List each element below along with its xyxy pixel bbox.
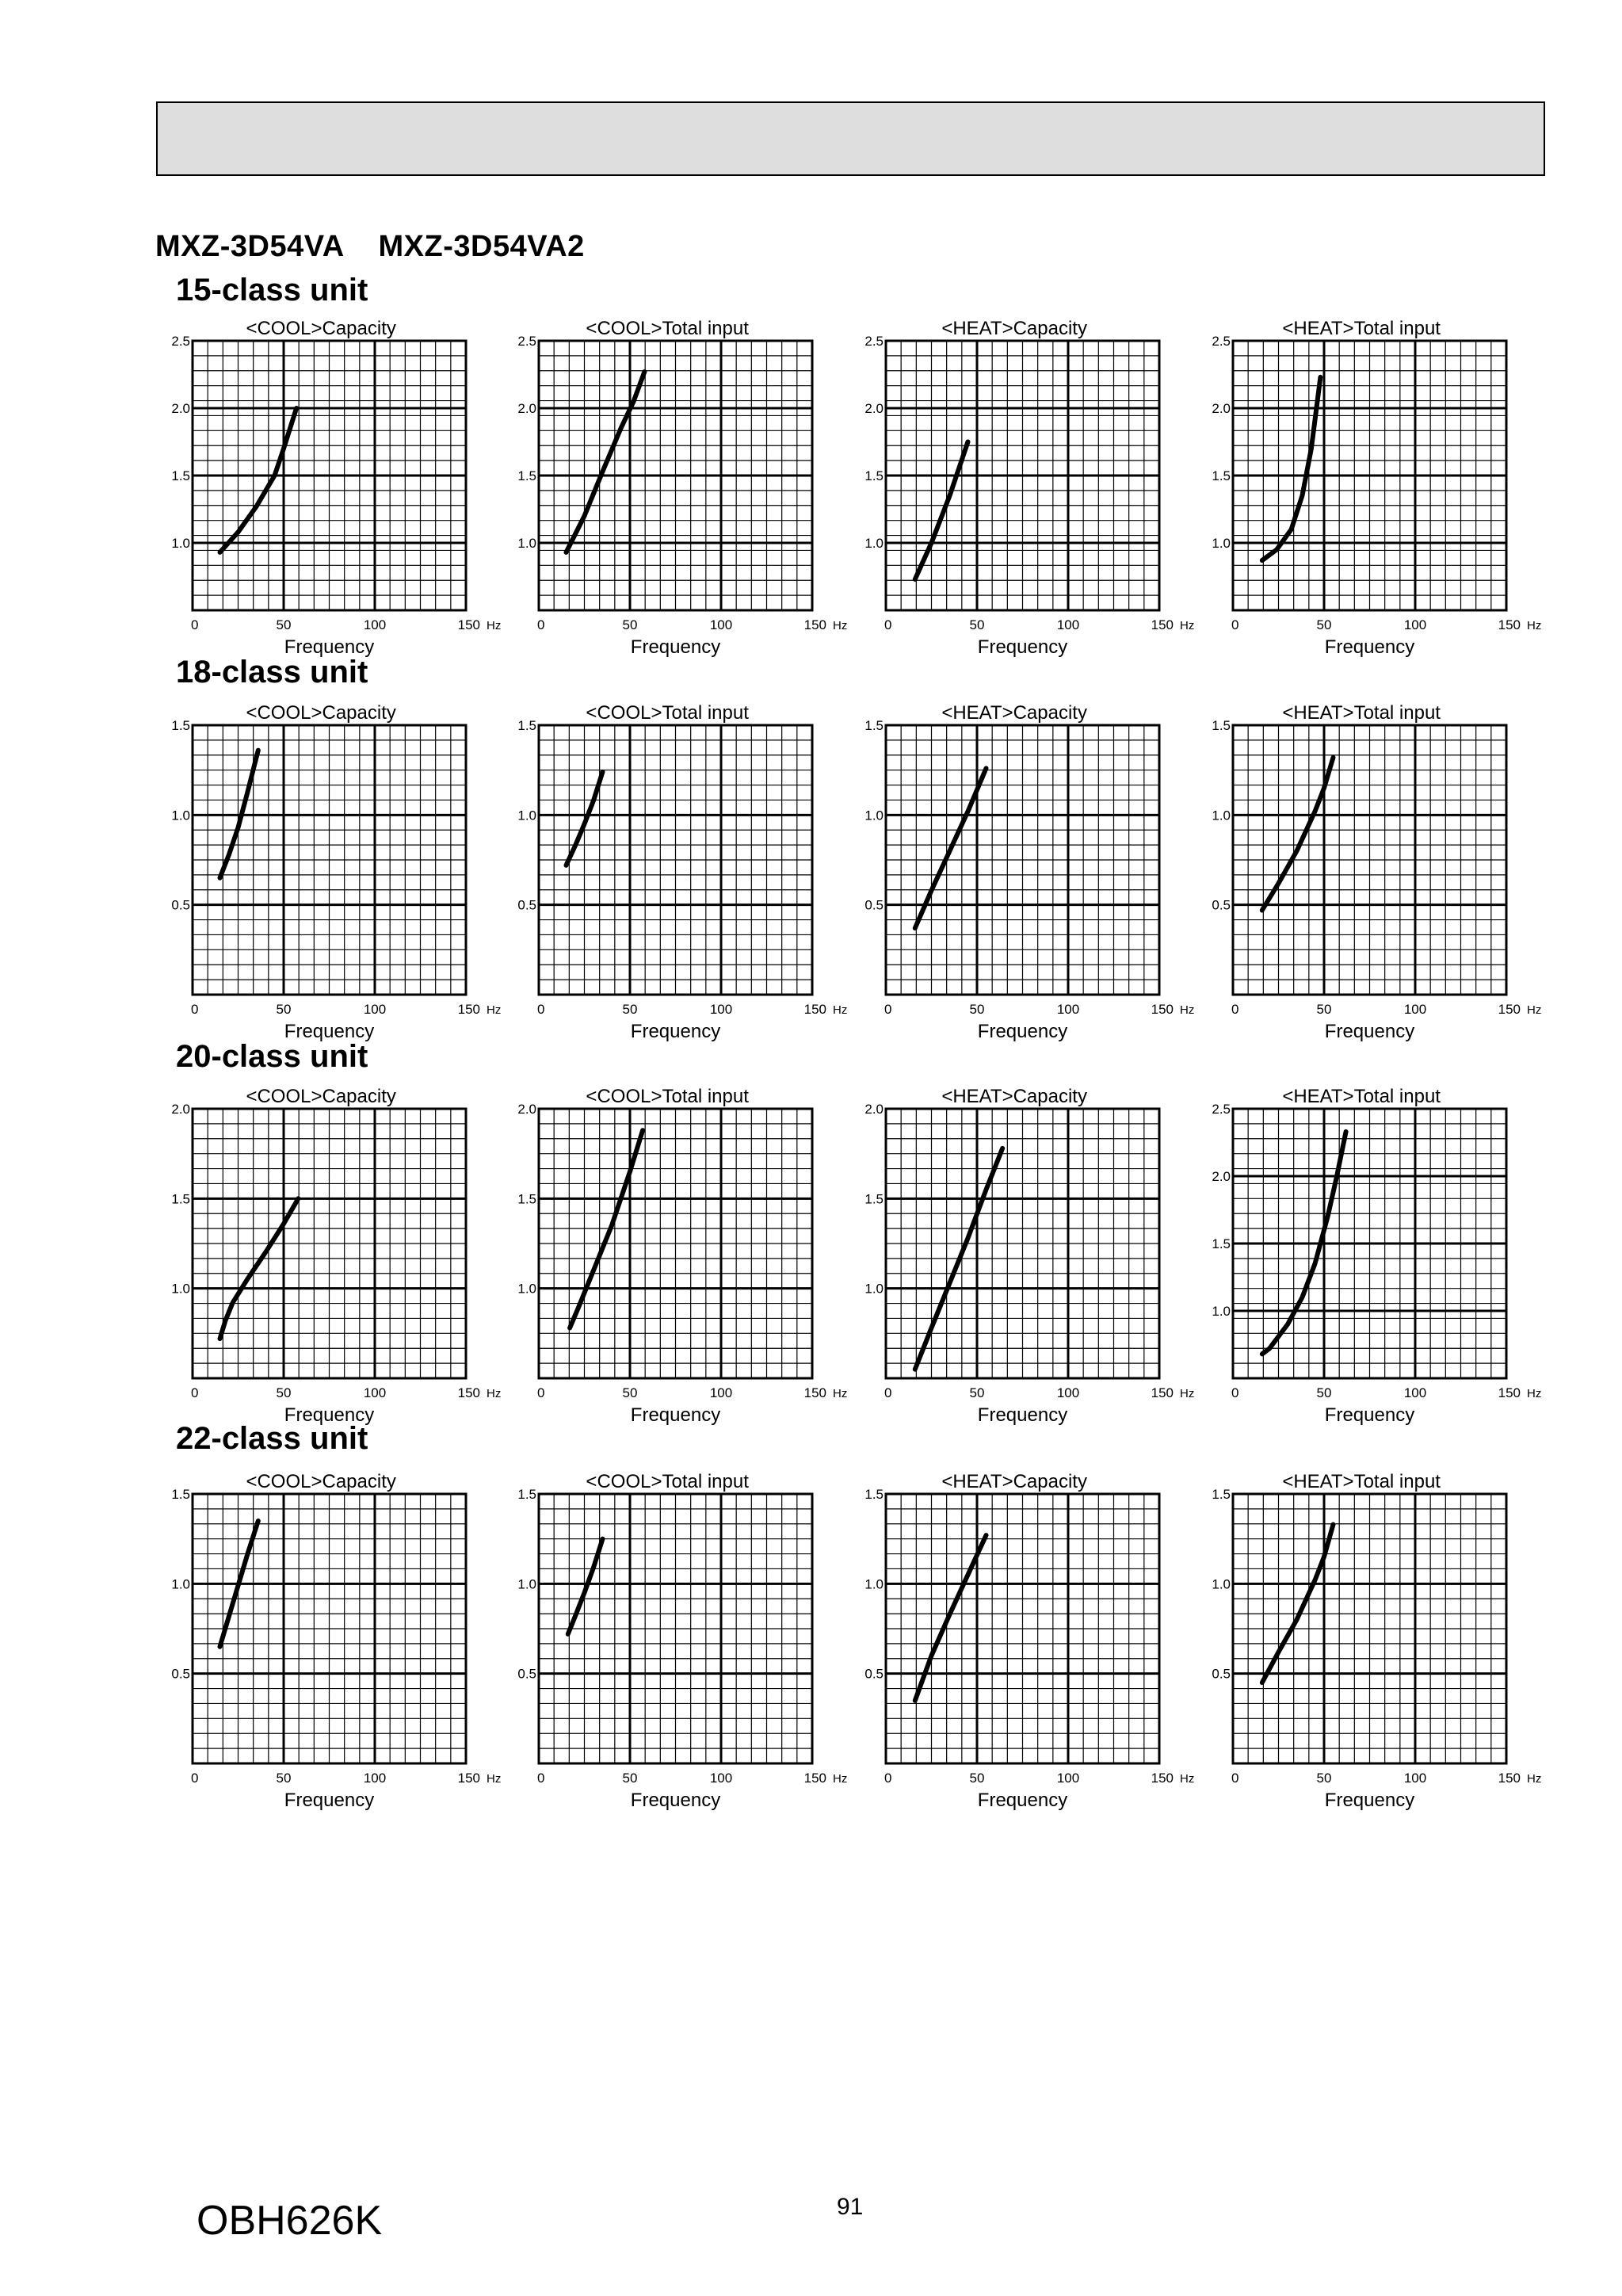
x-axis-label: Frequency xyxy=(284,636,375,658)
chart-title: <COOL>Total input xyxy=(586,1086,749,1107)
x-tick-label: 50 xyxy=(622,1002,638,1017)
x-tick-label: 50 xyxy=(276,1771,292,1786)
x-tick-label: 100 xyxy=(1403,1771,1427,1786)
y-tick-label: 1.5 xyxy=(517,1191,536,1207)
x-tick-label: 50 xyxy=(622,1771,638,1786)
x-tick-label: 150 xyxy=(1498,1385,1521,1400)
x-tick-label: 100 xyxy=(1056,1002,1080,1017)
y-tick-label: 1.5 xyxy=(864,718,884,733)
y-tick-label: 1.5 xyxy=(517,718,536,733)
y-tick-label: 1.5 xyxy=(1212,718,1231,733)
x-tick-label: 150 xyxy=(457,617,480,632)
series-line xyxy=(915,1535,987,1701)
chart-13 xyxy=(171,1471,501,1811)
y-tick-label: 1.5 xyxy=(864,1191,884,1207)
y-tick-label: 2.0 xyxy=(171,1102,190,1117)
y-tick-label: 2.5 xyxy=(171,334,190,349)
x-tick-label: 150 xyxy=(457,1385,480,1400)
x-tick-label: 150 xyxy=(803,1002,826,1017)
x-tick-label: 100 xyxy=(363,1385,387,1400)
x-unit-label: Hz xyxy=(1180,1387,1195,1400)
x-tick-label: 100 xyxy=(709,1002,733,1017)
y-tick-label: 1.0 xyxy=(864,1281,884,1297)
y-tick-label: 0.5 xyxy=(171,897,190,913)
y-tick-label: 2.0 xyxy=(1212,1169,1231,1184)
x-tick-label: 150 xyxy=(1151,1771,1174,1786)
chart-title: <HEAT>Total input xyxy=(1282,1471,1441,1492)
x-unit-label: Hz xyxy=(487,1387,502,1400)
x-tick-label: 150 xyxy=(1498,1771,1521,1786)
x-tick-label: 50 xyxy=(276,1385,292,1400)
chart-title: <HEAT>Capacity xyxy=(941,1471,1087,1492)
x-unit-label: Hz xyxy=(833,619,848,632)
y-tick-label: 1.0 xyxy=(1212,1576,1231,1592)
chart-15 xyxy=(864,1471,1194,1811)
series-line xyxy=(567,372,645,552)
x-unit-label: Hz xyxy=(487,1772,502,1786)
y-tick-label: 1.0 xyxy=(171,1281,190,1297)
x-axis-label: Frequency xyxy=(630,1790,721,1811)
chart-title: <COOL>Capacity xyxy=(246,318,396,339)
x-tick-label: 50 xyxy=(1316,1771,1332,1786)
chart-8 xyxy=(1212,702,1541,1042)
x-tick-label: 100 xyxy=(1056,1771,1080,1786)
x-tick-label: 0 xyxy=(884,1385,892,1400)
x-axis-label: Frequency xyxy=(977,1404,1068,1426)
y-tick-label: 1.0 xyxy=(517,536,536,551)
y-tick-label: 2.0 xyxy=(1212,401,1231,416)
x-unit-label: Hz xyxy=(1527,1387,1542,1400)
x-tick-label: 150 xyxy=(803,1771,826,1786)
y-tick-label: 1.0 xyxy=(517,1281,536,1297)
series-line xyxy=(220,1198,299,1339)
x-tick-label: 50 xyxy=(622,1385,638,1400)
y-tick-label: 0.5 xyxy=(171,1666,190,1682)
section-title-22-class: 22-class unit xyxy=(176,1421,368,1456)
x-axis-label: Frequency xyxy=(284,1021,375,1042)
chart-9 xyxy=(171,1086,501,1426)
x-unit-label: Hz xyxy=(833,1772,848,1786)
page-number: 91 xyxy=(837,2194,864,2220)
x-tick-label: 50 xyxy=(1316,1002,1332,1017)
x-axis-label: Frequency xyxy=(1324,1790,1415,1811)
x-unit-label: Hz xyxy=(833,1003,848,1017)
chart-title: <COOL>Capacity xyxy=(246,1471,396,1492)
chart-title: <HEAT>Capacity xyxy=(941,1086,1087,1107)
y-tick-label: 1.5 xyxy=(171,1487,190,1502)
y-tick-label: 1.5 xyxy=(1212,468,1231,483)
y-tick-label: 2.0 xyxy=(517,401,536,416)
x-tick-label: 0 xyxy=(1231,617,1239,632)
x-axis-label: Frequency xyxy=(977,636,1068,658)
x-tick-label: 0 xyxy=(1231,1002,1239,1017)
x-unit-label: Hz xyxy=(487,1003,502,1017)
x-tick-label: 50 xyxy=(969,1002,985,1017)
chart-title: <COOL>Total input xyxy=(586,702,749,724)
y-tick-label: 1.0 xyxy=(171,1576,190,1592)
y-tick-label: 1.0 xyxy=(864,1576,884,1592)
x-tick-label: 100 xyxy=(1403,1002,1427,1017)
y-tick-label: 1.0 xyxy=(1212,536,1231,551)
x-tick-label: 0 xyxy=(537,617,545,632)
x-tick-label: 150 xyxy=(1151,1385,1174,1400)
section-title-18-class: 18-class unit xyxy=(176,655,368,690)
x-axis-label: Frequency xyxy=(284,1404,375,1426)
y-tick-label: 2.5 xyxy=(1212,1102,1231,1117)
x-tick-label: 150 xyxy=(1498,617,1521,632)
y-tick-label: 1.0 xyxy=(864,808,884,823)
series-line xyxy=(915,442,968,579)
y-tick-label: 1.5 xyxy=(1212,1487,1231,1502)
x-tick-label: 50 xyxy=(969,1385,985,1400)
x-tick-label: 0 xyxy=(884,1771,892,1786)
x-axis-label: Frequency xyxy=(630,1404,721,1426)
chart-title: <HEAT>Capacity xyxy=(941,318,1087,339)
x-axis-label: Frequency xyxy=(977,1790,1068,1811)
chart-2 xyxy=(517,318,847,658)
y-tick-label: 1.5 xyxy=(864,468,884,483)
x-axis-label: Frequency xyxy=(630,1021,721,1042)
x-axis-label: Frequency xyxy=(630,636,721,658)
x-tick-label: 150 xyxy=(457,1771,480,1786)
x-unit-label: Hz xyxy=(1180,1772,1195,1786)
x-tick-label: 0 xyxy=(1231,1385,1239,1400)
x-tick-label: 50 xyxy=(969,1771,985,1786)
y-tick-label: 1.5 xyxy=(171,468,190,483)
x-tick-label: 0 xyxy=(191,1771,199,1786)
y-tick-label: 1.5 xyxy=(1212,1236,1231,1251)
x-tick-label: 150 xyxy=(803,1385,826,1400)
chart-3 xyxy=(864,318,1194,658)
chart-6 xyxy=(517,702,847,1042)
chart-title: <COOL>Total input xyxy=(586,1471,749,1492)
chart-title: <COOL>Capacity xyxy=(246,1086,396,1107)
x-tick-label: 0 xyxy=(537,1771,545,1786)
chart-16 xyxy=(1212,1471,1541,1811)
chart-4 xyxy=(1212,318,1541,658)
x-tick-label: 150 xyxy=(1498,1002,1521,1017)
x-tick-label: 50 xyxy=(276,1002,292,1017)
y-tick-label: 2.5 xyxy=(1212,334,1231,349)
x-axis-label: Frequency xyxy=(1324,636,1415,658)
x-tick-label: 0 xyxy=(191,617,199,632)
x-unit-label: Hz xyxy=(487,619,502,632)
x-unit-label: Hz xyxy=(1180,619,1195,632)
y-tick-label: 1.5 xyxy=(171,1191,190,1207)
y-tick-label: 2.0 xyxy=(171,401,190,416)
model-title: MXZ-3D54VA MXZ-3D54VA2 xyxy=(155,230,585,263)
chart-title: <HEAT>Total input xyxy=(1282,702,1441,724)
section-title-20-class: 20-class unit xyxy=(176,1039,368,1074)
y-tick-label: 0.5 xyxy=(864,1666,884,1682)
y-tick-label: 2.5 xyxy=(864,334,884,349)
series-line xyxy=(1262,377,1321,560)
x-tick-label: 0 xyxy=(537,1002,545,1017)
chart-10 xyxy=(517,1086,847,1426)
chart-11 xyxy=(864,1086,1194,1426)
y-tick-label: 2.0 xyxy=(864,1102,884,1117)
y-tick-label: 1.0 xyxy=(517,1576,536,1592)
x-tick-label: 50 xyxy=(1316,1385,1332,1400)
chart-title: <HEAT>Capacity xyxy=(941,702,1087,724)
y-tick-label: 0.5 xyxy=(517,897,536,913)
y-tick-label: 0.5 xyxy=(1212,897,1231,913)
doc-code: OBH626K xyxy=(197,2198,383,2244)
x-unit-label: Hz xyxy=(833,1387,848,1400)
chart-title: <HEAT>Total input xyxy=(1282,318,1441,339)
x-tick-label: 150 xyxy=(457,1002,480,1017)
x-axis-label: Frequency xyxy=(284,1790,375,1811)
y-tick-label: 1.0 xyxy=(171,808,190,823)
x-tick-label: 50 xyxy=(622,617,638,632)
series-line xyxy=(570,1130,643,1328)
x-tick-label: 0 xyxy=(191,1002,199,1017)
x-unit-label: Hz xyxy=(1527,1772,1542,1786)
y-tick-label: 2.0 xyxy=(864,401,884,416)
series-line xyxy=(568,1539,603,1634)
y-tick-label: 1.0 xyxy=(864,536,884,551)
y-tick-label: 1.0 xyxy=(1212,808,1231,823)
x-tick-label: 150 xyxy=(1151,1002,1174,1017)
x-unit-label: Hz xyxy=(1527,1003,1542,1017)
chart-12 xyxy=(1212,1086,1541,1426)
y-tick-label: 1.5 xyxy=(517,468,536,483)
chart-7 xyxy=(864,702,1194,1042)
y-tick-label: 1.5 xyxy=(864,1487,884,1502)
y-tick-label: 0.5 xyxy=(1212,1666,1231,1682)
chart-title: <HEAT>Total input xyxy=(1282,1086,1441,1107)
x-tick-label: 150 xyxy=(803,617,826,632)
y-tick-label: 2.5 xyxy=(517,334,536,349)
x-tick-label: 0 xyxy=(537,1385,545,1400)
chart-5 xyxy=(171,702,501,1042)
x-tick-label: 100 xyxy=(709,1385,733,1400)
chart-title: <COOL>Total input xyxy=(586,318,749,339)
y-tick-label: 2.0 xyxy=(517,1102,536,1117)
x-tick-label: 100 xyxy=(709,1771,733,1786)
x-tick-label: 0 xyxy=(884,617,892,632)
x-tick-label: 0 xyxy=(191,1385,199,1400)
chart-14 xyxy=(517,1471,847,1811)
x-tick-label: 100 xyxy=(1056,617,1080,632)
y-tick-label: 1.5 xyxy=(517,1487,536,1502)
x-tick-label: 50 xyxy=(276,617,292,632)
x-tick-label: 50 xyxy=(969,617,985,632)
chart-1 xyxy=(171,318,501,658)
x-axis-label: Frequency xyxy=(1324,1021,1415,1042)
x-tick-label: 150 xyxy=(1151,617,1174,632)
series-line xyxy=(220,408,297,552)
x-tick-label: 100 xyxy=(363,617,387,632)
x-tick-label: 0 xyxy=(1231,1771,1239,1786)
section-title-15-class: 15-class unit xyxy=(176,273,368,308)
series-line xyxy=(1262,758,1334,911)
y-tick-label: 1.5 xyxy=(171,718,190,733)
y-tick-label: 0.5 xyxy=(864,897,884,913)
x-tick-label: 50 xyxy=(1316,617,1332,632)
y-tick-label: 1.0 xyxy=(1212,1304,1231,1319)
x-tick-label: 100 xyxy=(363,1002,387,1017)
x-tick-label: 100 xyxy=(709,617,733,632)
x-axis-label: Frequency xyxy=(1324,1404,1415,1426)
x-unit-label: Hz xyxy=(1180,1003,1195,1017)
x-tick-label: 100 xyxy=(363,1771,387,1786)
y-tick-label: 0.5 xyxy=(517,1666,536,1682)
y-tick-label: 1.0 xyxy=(171,536,190,551)
chart-title: <COOL>Capacity xyxy=(246,702,396,724)
x-tick-label: 100 xyxy=(1056,1385,1080,1400)
x-axis-label: Frequency xyxy=(977,1021,1068,1042)
y-tick-label: 1.0 xyxy=(517,808,536,823)
x-tick-label: 100 xyxy=(1403,617,1427,632)
x-unit-label: Hz xyxy=(1527,619,1542,632)
x-tick-label: 100 xyxy=(1403,1385,1427,1400)
x-tick-label: 0 xyxy=(884,1002,892,1017)
